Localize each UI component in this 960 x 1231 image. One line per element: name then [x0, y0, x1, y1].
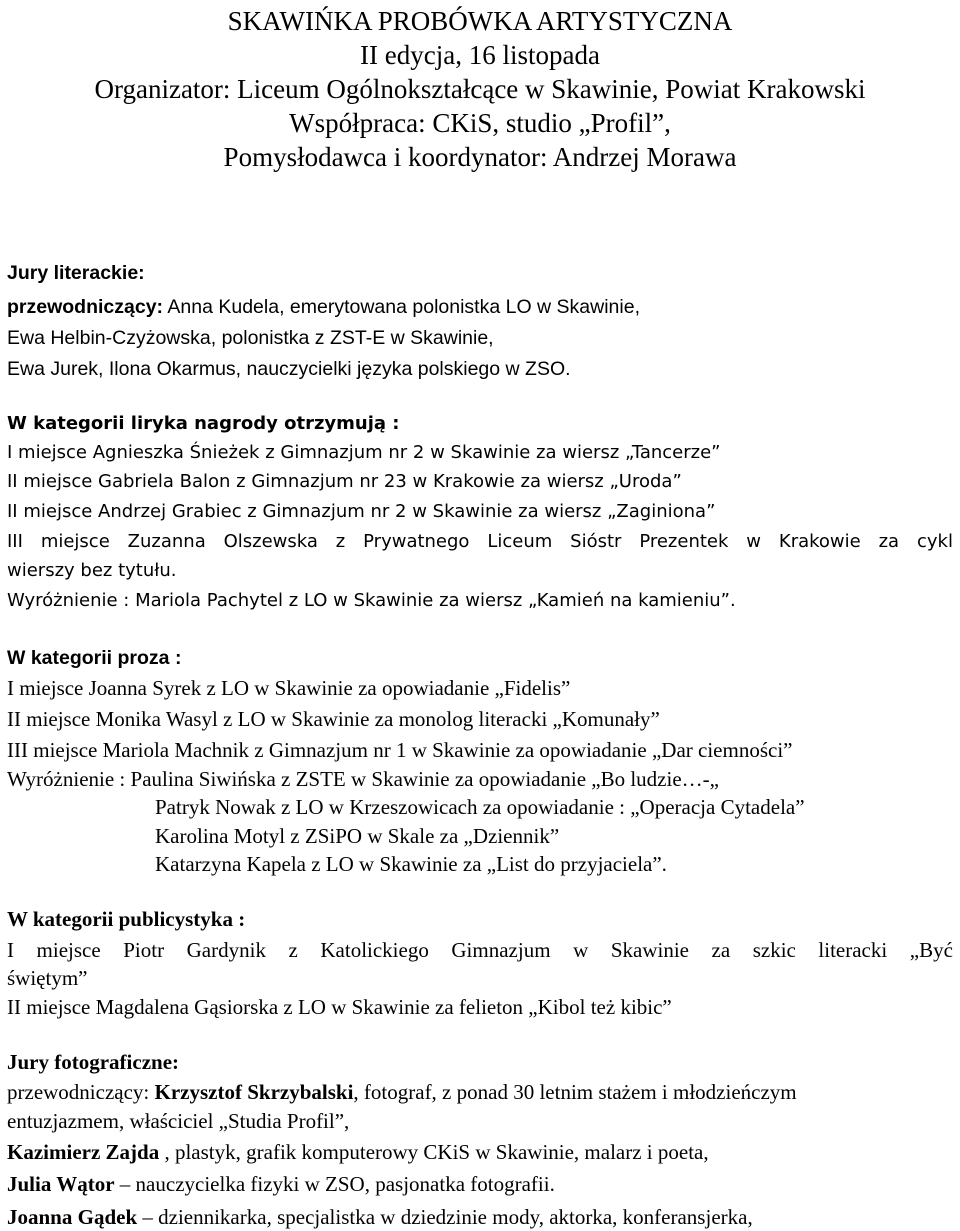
word: Sióstr	[570, 531, 622, 552]
word: miejsce	[36, 938, 101, 962]
word: z	[288, 938, 298, 962]
word: Piotr	[123, 938, 165, 962]
prose-distinction-entry: Patryk Nowak z LO w Krzeszowicach za opowiadanie : „Operacja Cytadela”	[155, 795, 805, 819]
distinction-label: Wyróżnienie :	[7, 767, 131, 791]
prose-heading: W kategorii proza :	[7, 647, 182, 669]
poetry-item: II miejsce Gabriela Balon z Gimnazjum nr 23 w Krakowie za wiersz „Uroda”	[7, 471, 682, 492]
member-text: , plastyk, grafik komputerowy CKiS w Skawinie, malarz i poeta,	[159, 1140, 709, 1164]
member-name: Julia Wątor	[7, 1172, 115, 1196]
word: literacki	[818, 938, 888, 962]
document-title: SKAWIŃKA PROBÓWKA ARTYSTYCZNA	[227, 6, 733, 36]
jury-photo-member	[7, 1138, 709, 1166]
prose-distinction-entry: Katarzyna Kapela z LO w Skawinie za „List do przyjaciela”.	[155, 852, 667, 876]
chair-name: Krzysztof Skrzybalski	[154, 1080, 354, 1104]
word: Gardynik	[186, 938, 266, 962]
jury-literary-line3: Ewa Jurek, Ilona Okarmus, nauczycielki języka polskiego w ZSO.	[7, 358, 571, 380]
edition-line: II edycja, 16 listopada	[360, 40, 600, 70]
member-text: – nauczycielka fizyki w ZSO, pasjonatka fotografii.	[114, 1172, 555, 1196]
chair-text: , fotograf, z ponad 30 letnim stażem i młodzieńczym	[353, 1080, 797, 1104]
word: za	[711, 938, 731, 962]
coordinator-line: Pomysłodawca i koordynator: Andrzej Morawa	[223, 142, 737, 172]
word: w	[746, 531, 762, 552]
chair-text: Anna Kudela, emerytowana polonistka LO w Skawinie,	[163, 296, 640, 318]
jury-literary-line2: Ewa Helbin-Czyżowska, polonistka z ZST-E w Skawinie,	[7, 327, 494, 349]
journalism-item-continuation: świętym”	[7, 966, 88, 990]
member-text: – dziennikarka, specjalistka w dziedzinie mody, aktorka, konferansjerka,	[137, 1205, 753, 1229]
word: Skawinie	[610, 938, 689, 962]
word: Prezentek	[639, 531, 729, 552]
word: Gimnazjum	[451, 938, 551, 962]
jury-literary-chair	[7, 293, 640, 321]
word: Olszewska	[223, 531, 318, 552]
word: szkic	[752, 938, 796, 962]
journalism-item: II miejsce Magdalena Gąsiorska z LO w Skawinie za felieton „Kibol też kibic”	[7, 995, 672, 1019]
jury-photo-chair	[7, 1078, 797, 1106]
word: miejsce	[40, 531, 110, 552]
prose-item: III miejsce Mariola Machnik z Gimnazjum nr 1 w Skawinie za opowiadanie „Dar ciemności”	[7, 738, 793, 762]
journalism-heading: W kategorii publicystyka :	[7, 907, 246, 931]
word: Zuzanna	[127, 531, 206, 552]
word: cykl	[916, 531, 953, 552]
word: Prywatnego	[363, 531, 470, 552]
word: za	[878, 531, 900, 552]
prose-item: I miejsce Joanna Syrek z LO w Skawinie za opowiadanie „Fidelis”	[7, 676, 571, 700]
document-header	[0, 4, 960, 174]
jury-photo-heading: Jury fotograficzne:	[7, 1050, 180, 1074]
word: Katolickiego	[320, 938, 429, 962]
word: III	[7, 531, 23, 552]
word: Liceum	[487, 531, 553, 552]
organizer-line: Organizator: Liceum Ogólnokształcące w Skawinie, Powiat Krakowski	[94, 74, 866, 104]
word: Krakowie	[778, 531, 861, 552]
jury-photo-member	[7, 1203, 753, 1231]
word: „Być	[909, 938, 953, 962]
word: w	[573, 938, 589, 962]
cooperation-line: Współpraca: CKiS, studio „Profil”,	[289, 108, 671, 138]
prose-item: II miejsce Monika Wasyl z LO w Skawinie za monolog literacki „Komunały”	[7, 707, 660, 731]
word: I	[7, 938, 14, 962]
word: z	[335, 531, 346, 552]
chair-label: przewodniczący:	[7, 1080, 155, 1104]
poetry-distinction: Wyróżnienie : Mariola Pachytel z LO w Skawinie za wiersz „Kamień na kamieniu”.	[7, 590, 736, 611]
poetry-item: II miejsce Andrzej Grabiec z Gimnazjum nr 2 w Skawinie za wiersz „Zaginiona”	[7, 501, 716, 522]
member-name: Kazimierz Zajda	[7, 1140, 160, 1164]
poetry-heading: W kategorii liryka nagrody otrzymują :	[7, 413, 400, 434]
jury-photo-member	[7, 1170, 555, 1198]
distinction-entry: Paulina Siwińska z ZSTE w Skawinie za opowiadanie „Bo ludzie…-„	[130, 767, 719, 791]
poetry-item-justified	[7, 528, 953, 556]
jury-photo-chair-continuation: entuzjazmem, właściciel „Studia Profil”,	[7, 1109, 350, 1133]
member-name: Joanna Gądek	[7, 1205, 138, 1229]
journalism-item-justified	[7, 936, 953, 964]
chair-label: przewodniczący:	[7, 296, 164, 318]
poetry-item: I miejsce Agnieszka Śnieżek z Gimnazjum nr 2 w Skawinie za wiersz „Tancerze”	[7, 442, 721, 463]
prose-distinction	[7, 765, 719, 793]
prose-distinction-entry: Karolina Motyl z ZSiPO w Skale za „Dziennik”	[155, 824, 560, 848]
poetry-item-continuation: wierszy bez tytułu.	[7, 560, 177, 581]
jury-literary-heading: Jury literackie:	[7, 262, 145, 284]
